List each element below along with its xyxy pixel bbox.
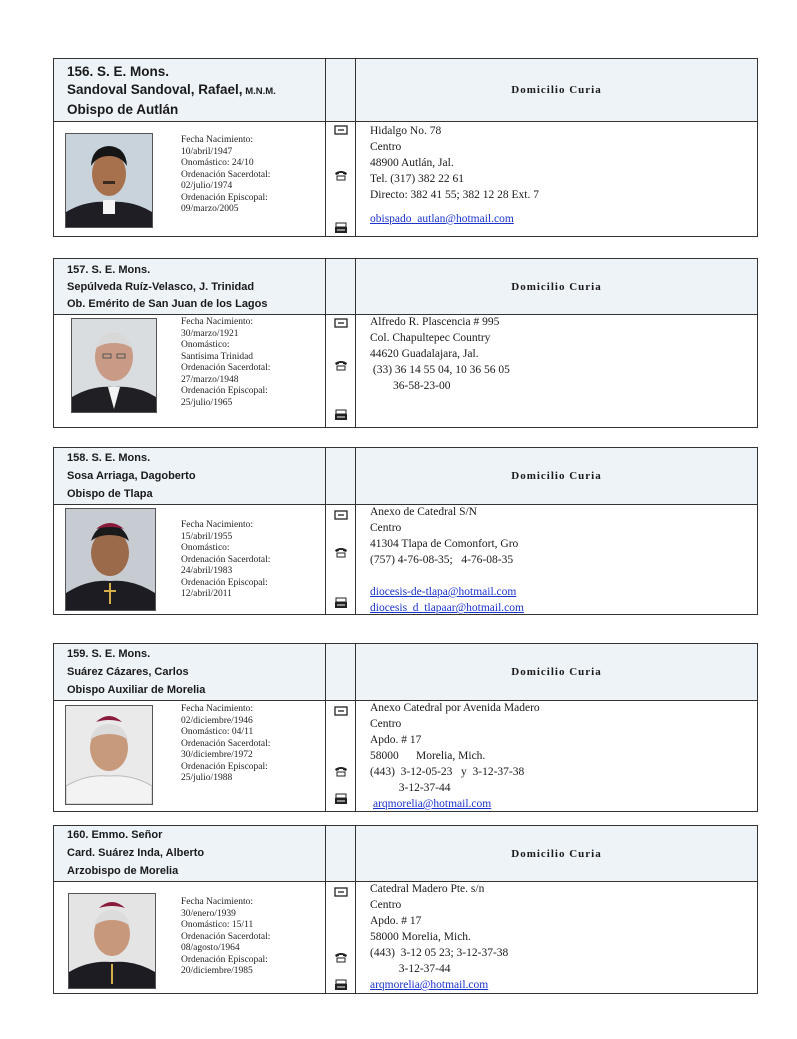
bishop-dates: Fecha Nacimiento: 15/abril/1955 Onomástico: Ordenación Sacerdotal: 24/abril/1983 Ordenación Episcopal: 12/abril/2011 <box>181 520 271 599</box>
entry-158 <box>53 447 758 615</box>
header-icon-column <box>326 448 356 504</box>
bishop-name-block <box>54 644 326 700</box>
bishop-dates: Fecha Nacimiento: 30/marzo/1921 Onomástico: Santísima Trinidad Ordenación Sacerdotal: 27/marzo/1948 Ordenación Episcopal: 25/julio/1965 <box>181 317 271 408</box>
domicilio-label: Domicilio Curia <box>511 470 602 482</box>
contact-icons <box>326 314 356 427</box>
bishop-photo <box>65 705 153 805</box>
entry-body <box>54 314 757 427</box>
entry-160 <box>53 825 758 994</box>
mailbox-icon <box>334 124 348 136</box>
entry-number-title: 160. Emmo. Señor <box>67 829 163 841</box>
bishop-photo <box>68 893 156 989</box>
phone-icon <box>334 546 348 558</box>
bishop-office: Obispo de Tlapa <box>67 488 153 500</box>
mailbox-icon <box>334 705 348 717</box>
bishop-name-block <box>54 259 326 314</box>
entry-header <box>54 826 757 882</box>
header-icon-column <box>326 259 356 314</box>
bishop-office: Arzobispo de Morelia <box>67 865 179 877</box>
name-suffix: M.N.M. <box>242 86 276 97</box>
email-link[interactable]: diocesis_d_tlapaar@hotmail.com <box>370 602 524 614</box>
bishop-name: Suárez Cázares, Carlos <box>67 666 189 678</box>
bishop-name-block <box>54 59 326 121</box>
mailbox-icon <box>334 886 348 898</box>
contact-icons <box>326 504 356 614</box>
bishop-name: Sandoval Sandoval, Rafael, M.N.M. <box>67 82 276 97</box>
bishop-photo <box>65 133 153 228</box>
entry-number-title: 158. S. E. Mons. <box>67 452 151 464</box>
portrait-image <box>69 894 155 988</box>
header-icon-column <box>326 826 356 881</box>
domicilio-label: Domicilio Curia <box>511 666 602 678</box>
bishop-office: Ob. Emérito de San Juan de los Lagos <box>67 298 268 310</box>
curia-address: Anexo Catedral por Avenida Madero Centro Apdo. # 17 58000 Morelia, Mich. (443) 3-12-05-23 y 3-12-37-38 3-12-37-44 arqmorelia@hotmail.com <box>370 702 540 810</box>
bishop-name: Sosa Arriaga, Dagoberto <box>67 470 196 482</box>
curia-address: Catedral Madero Pte. s/n Centro Apdo. # 17 58000 Morelia, Mich. (443) 3-12 05 23; 3-12-37-38 3-12-37-44 arqmorelia@hotmail.com <box>370 883 509 991</box>
curia-address: Alfredo R. Plascencia # 995 Col. Chapultepec Country 44620 Guadalajara, Jal. (33) 36 14 55 04, 10 36 56 05 36-58-23-00 <box>370 316 510 392</box>
entry-body <box>54 121 757 236</box>
email-link[interactable]: arqmorelia@hotmail.com <box>370 979 489 991</box>
bishop-profile <box>54 504 326 614</box>
entry-number-title: 159. S. E. Mons. <box>67 648 151 660</box>
contact-icons <box>326 881 356 993</box>
portrait-image <box>72 319 156 412</box>
entry-body <box>54 700 757 811</box>
entry-header <box>54 259 757 315</box>
phone-icon <box>334 359 348 371</box>
bishop-profile <box>54 700 326 811</box>
curia-address: Anexo de Catedral S/N Centro 41304 Tlapa de Comonfort, Gro (757) 4-76-08-35; 4-76-08-35 diocesis-de-tlapa@hotmail.com diocesis_d_tlapaar@hotmail.com <box>370 506 524 614</box>
phone-icon <box>334 765 348 777</box>
bishop-profile <box>54 121 326 236</box>
email-link[interactable]: obispado_autlan@hotmail.com <box>370 213 514 225</box>
entry-156 <box>53 58 758 237</box>
mailbox-icon <box>334 509 348 521</box>
bishop-profile <box>54 314 326 427</box>
fax-icon <box>334 979 348 991</box>
domicilio-label: Domicilio Curia <box>511 847 602 860</box>
entry-number-title: 157. S. E. Mons. <box>67 264 151 276</box>
fax-icon <box>334 409 348 421</box>
domicilio-label: Domicilio Curia <box>511 280 602 293</box>
bishop-dates: Fecha Nacimiento: 02/diciembre/1946 Onomástico: 04/11 Ordenación Sacerdotal: 30/diciembre/1972 Ordenación Episcopal: 25/julio/1988 <box>181 704 271 783</box>
header-icon-column <box>326 644 356 700</box>
curia-address: Hidalgo No. 78 Centro 48900 Autlán, Jal. Tel. (317) 382 22 61 Directo: 382 41 55; 382 12 28 Ext. 7 obispado_autlan@hotmail.com <box>370 125 539 225</box>
bishop-name-block <box>54 448 326 504</box>
mailbox-icon <box>334 317 348 329</box>
entry-159 <box>53 643 758 812</box>
bishop-dates: Fecha Nacimiento: 10/abril/1947 Onomástico: 24/10 Ordenación Sacerdotal: 02/julio/1974 Ordenación Episcopal: 09/marzo/2005 <box>181 135 271 214</box>
phone-icon <box>334 951 348 963</box>
entry-header <box>54 644 757 701</box>
contact-icons <box>326 700 356 811</box>
email-link[interactable]: diocesis-de-tlapa@hotmail.com <box>370 586 517 598</box>
entry-number-title: 156. S. E. Mons. <box>67 64 170 79</box>
bishop-office: Obispo de Autlán <box>67 102 179 117</box>
bishop-name-block <box>54 826 326 881</box>
entry-header <box>54 59 757 122</box>
bishop-dates: Fecha Nacimiento: 30/enero/1939 Onomástico: 15/11 Ordenación Sacerdotal: 08/agosto/1964 Ordenación Episcopal: 20/diciembre/1985 <box>181 897 271 976</box>
fax-icon <box>334 222 348 234</box>
entry-header <box>54 448 757 505</box>
bishop-photo <box>71 318 157 413</box>
entry-body <box>54 504 757 614</box>
entry-body <box>54 881 757 993</box>
portrait-image <box>66 134 152 227</box>
bishop-name: Card. Suárez Inda, Alberto <box>67 847 205 859</box>
entry-157 <box>53 258 758 428</box>
fax-icon <box>334 793 348 805</box>
phone-icon <box>334 169 348 181</box>
bishop-name: Sepúlveda Ruíz-Velasco, J. Trinidad <box>67 281 255 293</box>
portrait-image <box>66 509 155 610</box>
bishop-photo <box>65 508 156 611</box>
email-link[interactable]: arqmorelia@hotmail.com <box>373 798 492 810</box>
bishop-profile <box>54 881 326 993</box>
fax-icon <box>334 597 348 609</box>
domicilio-label: Domicilio Curia <box>511 84 602 96</box>
header-icon-column <box>326 59 356 121</box>
portrait-image <box>66 706 152 804</box>
bishop-office: Obispo Auxiliar de Morelia <box>67 684 206 696</box>
contact-icons <box>326 121 356 236</box>
